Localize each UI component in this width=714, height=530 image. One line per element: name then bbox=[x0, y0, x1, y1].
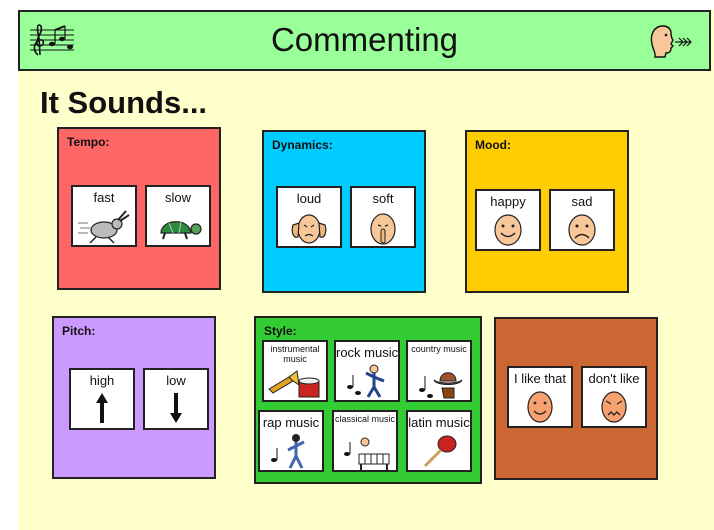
panel-label: Tempo: bbox=[67, 135, 110, 149]
card-label: slow bbox=[164, 190, 191, 205]
shush-face-icon bbox=[366, 209, 400, 247]
panel-label: Mood: bbox=[475, 138, 511, 152]
card-label: happy bbox=[490, 194, 526, 209]
tempo-panel bbox=[57, 127, 221, 290]
speaking-head-icon[interactable] bbox=[649, 22, 695, 65]
card-classical-music[interactable] bbox=[332, 410, 398, 472]
card-happy[interactable] bbox=[475, 189, 541, 251]
card-rap-music[interactable] bbox=[258, 410, 324, 472]
card-soft[interactable] bbox=[350, 186, 416, 248]
cowboy-hat-icon bbox=[414, 364, 464, 400]
panel-label: Dynamics: bbox=[272, 138, 333, 152]
card-label: country music bbox=[411, 344, 467, 354]
mood-panel bbox=[465, 130, 629, 293]
board bbox=[18, 10, 714, 530]
covering-ears-face-icon bbox=[289, 209, 329, 247]
card-high[interactable] bbox=[69, 368, 135, 430]
card-dont-like[interactable] bbox=[581, 366, 647, 428]
card-sad[interactable] bbox=[549, 189, 615, 251]
opinion-panel bbox=[494, 317, 658, 480]
card-label: sad bbox=[571, 194, 593, 209]
card-low[interactable] bbox=[143, 368, 209, 430]
trumpet-drum-icon bbox=[267, 367, 323, 401]
panel-label: Style: bbox=[264, 324, 297, 338]
header-bar bbox=[18, 10, 711, 71]
card-label: rock music bbox=[336, 345, 398, 360]
card-i-like-that[interactable] bbox=[507, 366, 573, 428]
card-label: high bbox=[89, 373, 115, 388]
card-label: I like that bbox=[513, 371, 567, 386]
dislike-face-icon bbox=[599, 389, 629, 425]
sad-face-icon bbox=[565, 212, 599, 248]
card-label: low bbox=[166, 373, 186, 388]
like-face-icon bbox=[525, 389, 555, 425]
rapper-icon bbox=[266, 432, 316, 470]
piano-icon bbox=[339, 434, 391, 470]
page-heading: It Sounds... bbox=[40, 85, 208, 120]
happy-face-icon bbox=[491, 212, 525, 248]
arrow-up-icon bbox=[95, 392, 109, 424]
card-fast[interactable] bbox=[71, 185, 137, 247]
card-label: classical music bbox=[334, 414, 395, 424]
pitch-panel bbox=[52, 316, 216, 479]
card-loud[interactable] bbox=[276, 186, 342, 248]
card-country-music[interactable] bbox=[406, 340, 472, 402]
card-label: rap music bbox=[262, 415, 320, 430]
dynamics-panel bbox=[262, 130, 426, 293]
card-label: fast bbox=[93, 190, 115, 205]
panel-label: Pitch: bbox=[62, 324, 96, 338]
card-latin-music[interactable] bbox=[406, 410, 472, 472]
card-label: don't like bbox=[588, 371, 640, 386]
rock-dancer-icon bbox=[342, 363, 392, 401]
card-rock-music[interactable] bbox=[334, 340, 400, 402]
style-panel bbox=[254, 316, 482, 484]
card-instrumental-music[interactable] bbox=[262, 340, 328, 402]
maraca-icon bbox=[417, 432, 461, 470]
rabbit-icon bbox=[76, 209, 132, 245]
page-title: Commenting bbox=[270, 21, 459, 58]
card-label: loud bbox=[296, 191, 322, 206]
arrow-down-icon bbox=[169, 392, 183, 424]
card-slow[interactable] bbox=[145, 185, 211, 247]
card-label: soft bbox=[372, 191, 394, 206]
card-label: latin music bbox=[408, 415, 470, 430]
card-label: instrumental music bbox=[270, 344, 320, 364]
turtle-icon bbox=[151, 209, 205, 243]
